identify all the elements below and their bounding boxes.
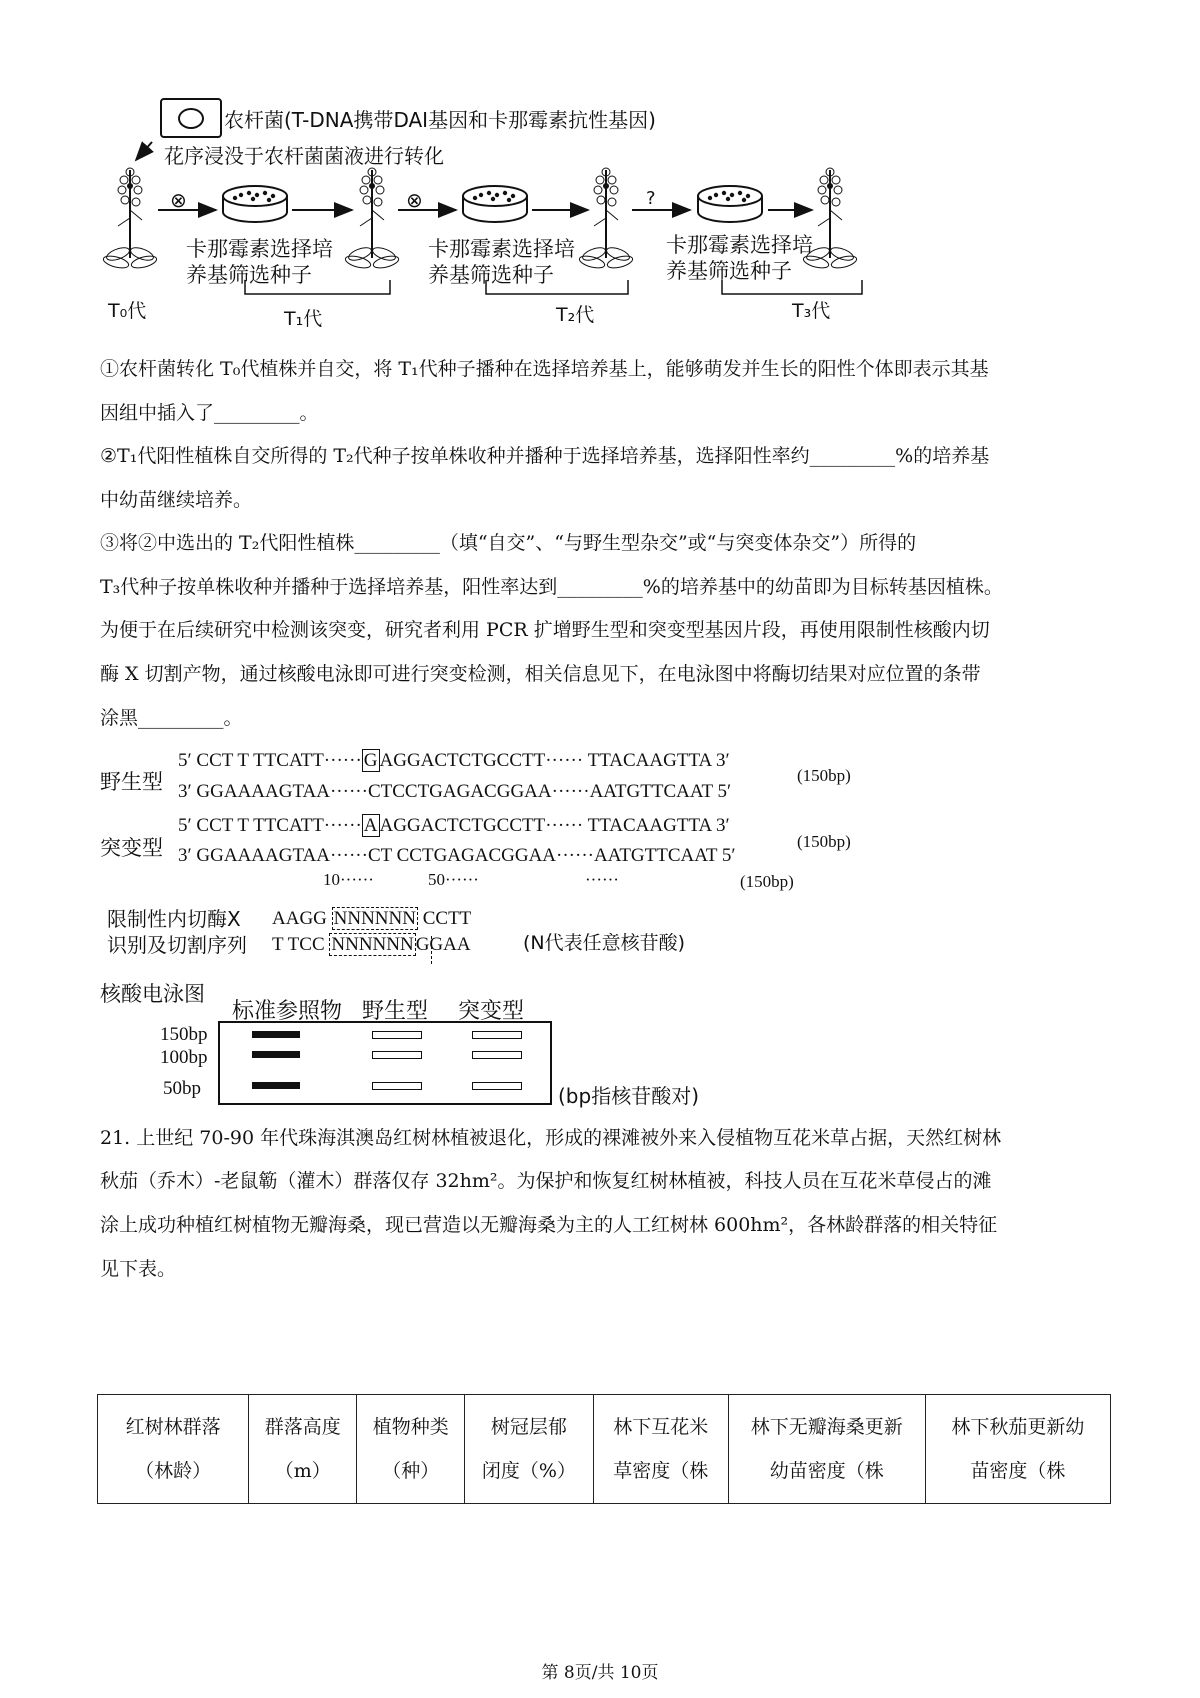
gel-band-wild-50[interactable] xyxy=(372,1082,422,1090)
mutant-mutation-site: A xyxy=(363,815,378,836)
agrobacterium-icon xyxy=(178,108,204,129)
header-text: 草密度（株 xyxy=(613,1460,709,1482)
plate-label-3-line1: 卡那霉素选择培 xyxy=(666,233,813,257)
wild-type-label: 野生型 xyxy=(100,770,163,794)
header-text: （种） xyxy=(382,1460,440,1482)
gel-band-wild-100[interactable] xyxy=(372,1051,422,1059)
wild-top-seq-b: AGGACTCTGCCTT······ TTACAAGTTA 3′ xyxy=(379,750,730,771)
selfing-symbol-1: ⊗ xyxy=(170,188,187,212)
plate-label-3 xyxy=(666,232,813,284)
header-text: 红树林群落 xyxy=(125,1416,221,1438)
gen-label-t3: T₃代 xyxy=(792,300,831,322)
gel-band-standard-50 xyxy=(252,1082,300,1089)
mutant-top-strand xyxy=(178,815,730,837)
q1-line2: 因组中插入了_________。 xyxy=(100,402,319,424)
position-50: 50······ xyxy=(428,870,479,889)
gel-note: (bp指核苷酸对) xyxy=(558,1084,699,1108)
gel-band-wild-150[interactable] xyxy=(372,1031,422,1039)
enzyme-bottom-seq xyxy=(272,934,471,956)
q1-line1: ①农杆菌转化 T₀代植株并自交，将 T₁代种子播种在选择培养基上，能够萌发并生长的阳性个体即表示其基 xyxy=(100,358,989,380)
wild-top-strand xyxy=(178,750,730,772)
plate-label-2-line1: 卡那霉素选择培 xyxy=(428,237,575,261)
gel-col-standard: 标准参照物 xyxy=(232,999,343,1024)
plate-label-2-line2: 养基筛选种子 xyxy=(428,263,554,287)
table-header-cell xyxy=(925,1395,1110,1504)
plant-t1 xyxy=(344,168,400,270)
header-text: 群落高度 xyxy=(264,1416,341,1438)
table-header-cell xyxy=(357,1395,465,1504)
gel-band-standard-100 xyxy=(252,1051,300,1058)
plant-t2 xyxy=(578,168,634,270)
gel-marker-50: 50bp xyxy=(163,1078,201,1099)
position-10: 10······ xyxy=(323,870,374,889)
gel-col-mutant: 突变型 xyxy=(458,999,525,1024)
table-header-cell xyxy=(728,1395,925,1504)
cut-site-line xyxy=(431,936,432,964)
enzyme-label xyxy=(107,906,247,958)
plate-label-1-line1: 卡那霉素选择培 xyxy=(186,237,333,261)
wild-mutation-site: G xyxy=(363,750,378,771)
position-150: (150bp) xyxy=(740,872,794,891)
header-text: 林下无瓣海桑更新 xyxy=(750,1416,903,1438)
q2-line1: ②T₁代阳性植株自交所得的 T₂代种子按单株收种并播种于选择培养基，选择阳性率约_________%的培养基 xyxy=(100,445,990,467)
gen-label-t0: T₀代 xyxy=(108,300,147,322)
header-text: （林龄） xyxy=(135,1460,212,1482)
diagram-graphics xyxy=(100,130,880,330)
gel-band-standard-150 xyxy=(252,1031,300,1038)
plant-t0 xyxy=(102,168,158,270)
q3-line1: ③将②中选出的 T₂代阳性植株_________（填“自交”、“与野生型杂交”或“与突变体杂交”）所得的 xyxy=(100,532,917,554)
selfing-symbol-2: ⊗ xyxy=(406,188,423,212)
plate-label-1-line2: 养基筛选种子 xyxy=(186,263,312,287)
q21-line3: 涂上成功种植红树植物无瓣海桑，现已营造以无瓣海桑为主的人工红树林 600hm²，各林龄群落的相关特征 xyxy=(100,1214,998,1236)
question-symbol: ? xyxy=(646,188,656,209)
gel-band-mutant-150[interactable] xyxy=(472,1031,522,1039)
page-footer: 第 8页/共 10页 xyxy=(541,1663,659,1683)
gel-title: 核酸电泳图 xyxy=(100,982,205,1006)
mutant-length: (150bp) xyxy=(797,832,851,851)
mutant-top-seq-a: 5′ CCT T TTCATT······ xyxy=(178,815,362,836)
enzyme-bottom-n: NNNNNN xyxy=(331,934,414,955)
enzyme-top-a: AAGG xyxy=(272,908,327,929)
gel-marker-100: 100bp xyxy=(160,1047,208,1068)
q21-line1: 21. 上世纪 70-90 年代珠海淇澳岛红树林植被退化，形成的裸滩被外来入侵植物互花米草占据，天然红树林 xyxy=(100,1127,1002,1149)
header-text: 树冠层郁 xyxy=(490,1416,567,1438)
header-text: 苗密度（株 xyxy=(970,1460,1066,1482)
mutant-label: 突变型 xyxy=(100,836,163,860)
gel-marker-150: 150bp xyxy=(160,1024,208,1045)
table-header-cell xyxy=(98,1395,249,1504)
header-text: （m） xyxy=(274,1460,331,1482)
plate-2 xyxy=(463,186,527,222)
wild-bottom-strand: 3′ GGAAAAGTAA······CTCCTGAGACGGAA······AATGTTCAAT 5′ xyxy=(178,781,732,802)
plate-label-1 xyxy=(186,236,333,288)
header-text: 闭度（%） xyxy=(481,1460,576,1482)
enzyme-top-n: NNNNNN xyxy=(333,908,416,929)
mutant-top-seq-b: AGGACTCTGCCTT······ TTACAAGTTA 3′ xyxy=(379,815,730,836)
mutant-bottom-strand: 3′ GGAAAAGTAA······CT CCTGAGACGGAA······AATGTTCAAT 5′ xyxy=(178,845,736,866)
plate-1 xyxy=(223,186,287,222)
enzyme-label-line2: 识别及切割序列 xyxy=(107,933,247,957)
community-table xyxy=(97,1394,1111,1504)
plate-label-3-line2: 养基筛选种子 xyxy=(666,259,792,283)
enzyme-label-line1: 限制性内切酶X xyxy=(107,907,241,931)
table-header-row xyxy=(98,1395,1111,1504)
wild-length: (150bp) xyxy=(797,766,851,785)
table-header-cell xyxy=(249,1395,357,1504)
gen-label-t1: T₁代 xyxy=(284,308,323,330)
gel-band-mutant-100[interactable] xyxy=(472,1051,522,1059)
q2-line2: 中幼苗继续培养。 xyxy=(100,489,253,511)
enzyme-bottom-a: T TCC xyxy=(272,934,325,955)
q3-line2: T₃代种子按单株收种并播种于选择培养基，阳性率达到_________%的培养基中的幼苗即为目标转基因植株。 xyxy=(100,576,1003,598)
enzyme-bottom-b: GGAA xyxy=(415,934,471,955)
gel-col-wild: 野生型 xyxy=(362,999,429,1024)
header-text: 林下互花米 xyxy=(613,1416,709,1438)
agrobacterium-label: 农杆菌(T-DNA携带DAI基因和卡那霉素抗性基因) xyxy=(224,108,656,132)
enzyme-top-seq xyxy=(272,908,471,930)
q21-line2: 秋茄（乔木）-老鼠簕（灌木）群落仅存 32hm²。为保护和恢复红树林植被，科技人员在互花米草侵占的滩 xyxy=(100,1170,992,1192)
table-header-cell xyxy=(593,1395,728,1504)
position-mid: ······ xyxy=(585,870,619,889)
q21-line4: 见下表。 xyxy=(100,1258,177,1280)
plate-3 xyxy=(698,186,762,222)
gel-band-mutant-50[interactable] xyxy=(472,1082,522,1090)
q3-line5: 涂黑_________。 xyxy=(100,707,243,729)
q3-line3: 为便于在后续研究中检测该突变，研究者利用 PCR 扩增野生型和突变型基因片段，再使用限制性核酸内切 xyxy=(100,619,990,641)
wild-top-seq-a: 5′ CCT T TTCATT······ xyxy=(178,750,362,771)
gen-label-t2: T₂代 xyxy=(556,304,595,326)
enzyme-top-b: CCTT xyxy=(422,908,472,929)
header-text: 植物种类 xyxy=(372,1416,449,1438)
plate-label-2 xyxy=(428,236,575,288)
header-text: 幼苗密度（株 xyxy=(769,1460,884,1482)
q3-line4: 酶 X 切割产物，通过核酸电泳即可进行突变检测，相关信息见下，在电泳图中将酶切结果对应位置的条带 xyxy=(100,663,981,685)
table-header-cell xyxy=(465,1395,593,1504)
enzyme-note: (N代表任意核苷酸) xyxy=(523,932,686,954)
header-text: 林下秋茄更新幼 xyxy=(951,1416,1085,1438)
dip-label: 花序浸没于农杆菌菌液进行转化 xyxy=(164,144,444,168)
